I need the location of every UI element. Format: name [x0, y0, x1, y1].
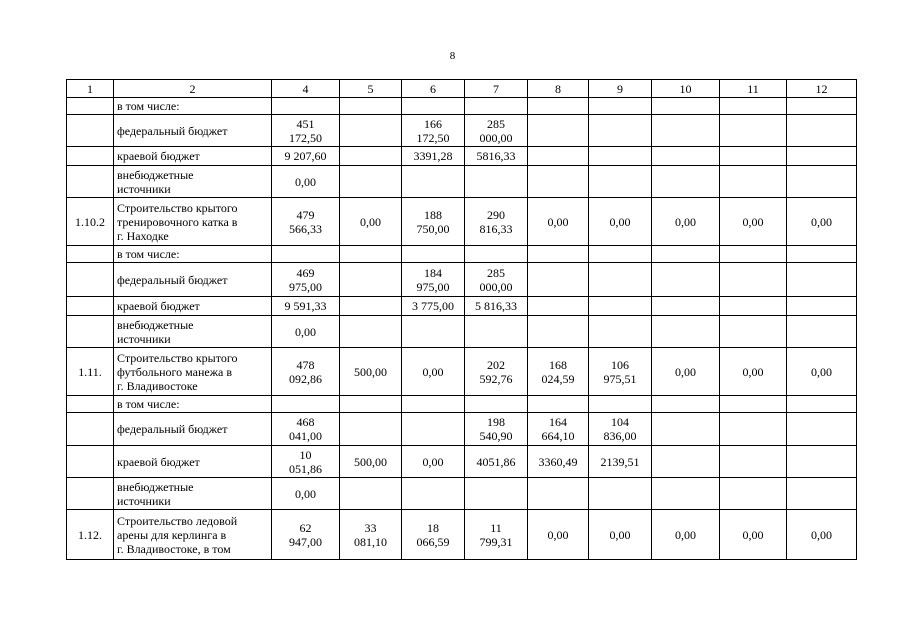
value-cell	[720, 263, 787, 297]
value-cell: 10 051,86	[272, 446, 340, 478]
value-cell	[652, 413, 720, 446]
table-row	[67, 478, 857, 510]
value-cell	[589, 147, 652, 166]
row-number-cell	[67, 396, 114, 413]
value-cell	[402, 98, 465, 115]
value-cell	[528, 166, 589, 198]
value-cell	[528, 396, 589, 413]
row-number-cell	[67, 316, 114, 348]
page-number: 8	[449, 50, 456, 62]
row-number-cell	[67, 115, 114, 147]
value-cell	[652, 396, 720, 413]
row-label-cell: Строительство крытого футбольного манежа в г. Владивостоке	[114, 348, 272, 396]
value-cell: 0,00	[340, 198, 402, 246]
value-cell	[652, 98, 720, 115]
value-cell	[720, 166, 787, 198]
table-row	[67, 348, 857, 396]
value-cell: 500,00	[340, 348, 402, 396]
value-cell	[787, 166, 857, 198]
value-cell	[528, 246, 589, 263]
value-cell: 198 540,90	[465, 413, 528, 446]
row-label-cell: краевой бюджет	[114, 147, 272, 166]
value-cell: 478 092,86	[272, 348, 340, 396]
value-cell: 290 816,33	[465, 198, 528, 246]
value-cell	[528, 263, 589, 297]
table-row	[67, 396, 857, 413]
value-cell	[402, 478, 465, 510]
value-cell	[528, 478, 589, 510]
column-header: 4	[272, 80, 340, 98]
row-label-cell: краевой бюджет	[114, 446, 272, 478]
value-cell: 3 775,00	[402, 297, 465, 316]
value-cell: 2139,51	[589, 446, 652, 478]
table-row	[67, 166, 857, 198]
value-cell	[589, 98, 652, 115]
value-cell	[272, 246, 340, 263]
value-cell	[720, 297, 787, 316]
value-cell	[465, 396, 528, 413]
value-cell	[528, 297, 589, 316]
row-label-cell: внебюджетные источники	[114, 316, 272, 348]
value-cell: 479 566,33	[272, 198, 340, 246]
value-cell: 0,00	[589, 510, 652, 560]
row-label-cell: в том числе:	[114, 396, 272, 413]
value-cell	[465, 246, 528, 263]
value-cell: 168 024,59	[528, 348, 589, 396]
value-cell	[652, 297, 720, 316]
value-cell	[528, 147, 589, 166]
value-cell: 469 975,00	[272, 263, 340, 297]
value-cell	[589, 478, 652, 510]
value-cell: 285 000,00	[465, 115, 528, 147]
value-cell	[402, 246, 465, 263]
value-cell	[787, 446, 857, 478]
value-cell	[589, 316, 652, 348]
value-cell	[787, 147, 857, 166]
column-header: 6	[402, 80, 465, 98]
row-number-cell: 1.11.	[67, 348, 114, 396]
value-cell: 0,00	[272, 166, 340, 198]
value-cell	[787, 98, 857, 115]
value-cell: 0,00	[402, 348, 465, 396]
row-number-cell	[67, 98, 114, 115]
value-cell	[589, 166, 652, 198]
value-cell: 0,00	[272, 316, 340, 348]
column-header: 2	[114, 80, 272, 98]
value-cell	[340, 166, 402, 198]
value-cell: 500,00	[340, 446, 402, 478]
value-cell	[340, 147, 402, 166]
column-header: 7	[465, 80, 528, 98]
value-cell	[787, 478, 857, 510]
value-cell: 451 172,50	[272, 115, 340, 147]
header-row	[67, 80, 857, 98]
value-cell	[652, 147, 720, 166]
column-header: 10	[652, 80, 720, 98]
value-cell	[272, 396, 340, 413]
value-cell	[652, 263, 720, 297]
value-cell: 468 041,00	[272, 413, 340, 446]
value-cell: 5 816,33	[465, 297, 528, 316]
value-cell	[652, 478, 720, 510]
value-cell	[787, 115, 857, 147]
value-cell: 106 975,51	[589, 348, 652, 396]
column-header: 11	[720, 80, 787, 98]
value-cell	[340, 316, 402, 348]
value-cell	[720, 446, 787, 478]
value-cell	[720, 246, 787, 263]
value-cell: 33 081,10	[340, 510, 402, 560]
value-cell	[465, 316, 528, 348]
row-label-cell: Строительство ледовой арены для керлинга в г. Владивостоке, в том	[114, 510, 272, 560]
column-header: 12	[787, 80, 857, 98]
value-cell	[787, 246, 857, 263]
value-cell	[402, 166, 465, 198]
column-header: 5	[340, 80, 402, 98]
value-cell: 0,00	[720, 348, 787, 396]
value-cell: 166 172,50	[402, 115, 465, 147]
value-cell	[720, 413, 787, 446]
row-number-cell	[67, 413, 114, 446]
table-row	[67, 510, 857, 560]
value-cell	[340, 297, 402, 316]
value-cell: 4051,86	[465, 446, 528, 478]
column-header: 1	[67, 80, 114, 98]
value-cell	[465, 478, 528, 510]
value-cell: 0,00	[787, 510, 857, 560]
value-cell	[787, 263, 857, 297]
value-cell: 11 799,31	[465, 510, 528, 560]
value-cell: 164 664,10	[528, 413, 589, 446]
value-cell	[528, 115, 589, 147]
row-label-cell: краевой бюджет	[114, 297, 272, 316]
row-number-cell: 1.10.2	[67, 198, 114, 246]
row-number-cell	[67, 246, 114, 263]
value-cell: 0,00	[272, 478, 340, 510]
value-cell	[340, 413, 402, 446]
value-cell	[720, 115, 787, 147]
value-cell	[465, 166, 528, 198]
value-cell	[528, 316, 589, 348]
budget-table	[66, 79, 857, 560]
table-row	[67, 316, 857, 348]
row-number-cell	[67, 166, 114, 198]
value-cell: 0,00	[528, 510, 589, 560]
value-cell	[787, 297, 857, 316]
table-row	[67, 147, 857, 166]
value-cell: 62 947,00	[272, 510, 340, 560]
value-cell	[340, 115, 402, 147]
table-row	[67, 263, 857, 297]
value-cell: 9 591,33	[272, 297, 340, 316]
value-cell	[340, 246, 402, 263]
value-cell	[720, 98, 787, 115]
value-cell	[340, 478, 402, 510]
row-label-cell: федеральный бюджет	[114, 115, 272, 147]
value-cell	[340, 396, 402, 413]
row-label-cell: внебюджетные источники	[114, 166, 272, 198]
row-number-cell	[67, 147, 114, 166]
value-cell	[652, 246, 720, 263]
value-cell	[465, 98, 528, 115]
value-cell	[787, 396, 857, 413]
value-cell	[652, 316, 720, 348]
value-cell	[402, 316, 465, 348]
table-row	[67, 446, 857, 478]
value-cell	[272, 98, 340, 115]
value-cell: 0,00	[589, 198, 652, 246]
value-cell: 184 975,00	[402, 263, 465, 297]
value-cell	[652, 166, 720, 198]
value-cell	[340, 98, 402, 115]
value-cell: 188 750,00	[402, 198, 465, 246]
row-label-cell: федеральный бюджет	[114, 413, 272, 446]
value-cell: 0,00	[652, 348, 720, 396]
table-row	[67, 246, 857, 263]
column-header: 9	[589, 80, 652, 98]
value-cell	[340, 263, 402, 297]
value-cell	[720, 316, 787, 348]
value-cell	[402, 413, 465, 446]
value-cell	[720, 147, 787, 166]
value-cell: 0,00	[720, 198, 787, 246]
value-cell: 0,00	[528, 198, 589, 246]
value-cell	[720, 478, 787, 510]
row-label-cell: внебюджетные источники	[114, 478, 272, 510]
row-number-cell	[67, 446, 114, 478]
table-row	[67, 198, 857, 246]
value-cell: 3391,28	[402, 147, 465, 166]
row-number-cell	[67, 263, 114, 297]
value-cell	[787, 413, 857, 446]
table-row	[67, 297, 857, 316]
row-number-cell	[67, 478, 114, 510]
value-cell	[589, 396, 652, 413]
row-label-cell: в том числе:	[114, 98, 272, 115]
value-cell: 0,00	[787, 348, 857, 396]
value-cell: 0,00	[720, 510, 787, 560]
value-cell	[589, 246, 652, 263]
value-cell: 9 207,60	[272, 147, 340, 166]
table-row	[67, 115, 857, 147]
value-cell	[402, 396, 465, 413]
table-row	[67, 98, 857, 115]
value-cell	[720, 396, 787, 413]
row-number-cell: 1.12.	[67, 510, 114, 560]
table-row	[67, 413, 857, 446]
value-cell: 0,00	[402, 446, 465, 478]
value-cell	[589, 263, 652, 297]
value-cell: 18 066,59	[402, 510, 465, 560]
value-cell: 104 836,00	[589, 413, 652, 446]
value-cell: 202 592,76	[465, 348, 528, 396]
value-cell	[589, 297, 652, 316]
value-cell: 3360,49	[528, 446, 589, 478]
column-header: 8	[528, 80, 589, 98]
value-cell	[787, 316, 857, 348]
row-number-cell	[67, 297, 114, 316]
value-cell	[528, 98, 589, 115]
value-cell: 285 000,00	[465, 263, 528, 297]
row-label-cell: в том числе:	[114, 246, 272, 263]
value-cell	[652, 115, 720, 147]
value-cell: 0,00	[787, 198, 857, 246]
value-cell	[589, 115, 652, 147]
value-cell: 0,00	[652, 510, 720, 560]
value-cell: 5816,33	[465, 147, 528, 166]
row-label-cell: Строительство крытого тренировочного катка в г. Находке	[114, 198, 272, 246]
row-label-cell: федеральный бюджет	[114, 263, 272, 297]
value-cell	[652, 446, 720, 478]
value-cell: 0,00	[652, 198, 720, 246]
